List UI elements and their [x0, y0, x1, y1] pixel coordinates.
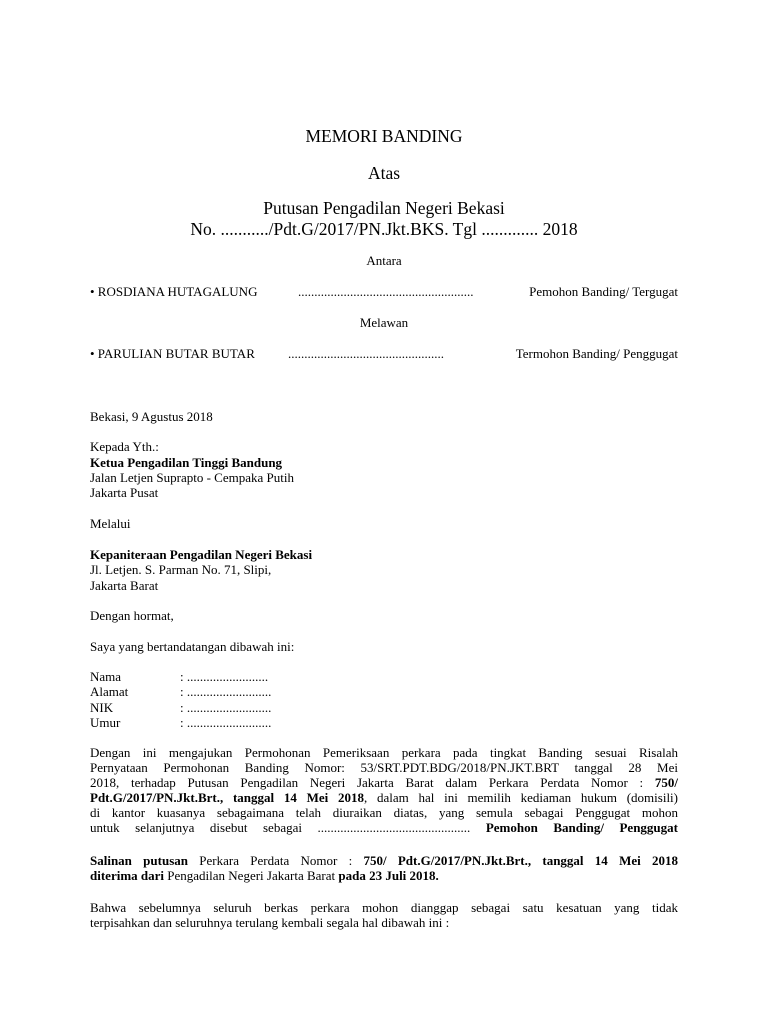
party-2-name: • PARULIAN BUTAR BUTAR: [90, 346, 255, 361]
kepada-label: Kepada Yth.:: [90, 439, 159, 454]
recipient-address-1: Jalan Letjen Suprapto - Cempaka Putih: [90, 470, 294, 485]
identity-label: Nama: [90, 669, 122, 684]
salutation: Dengan hormat,: [90, 608, 174, 623]
paragraph-line: terpisahkan dan seluruhnya terulang kembali segala hal dibawah ini :: [90, 915, 450, 930]
paragraph-line: [90, 820, 678, 835]
document-title: MEMORI BANDING: [305, 126, 463, 146]
putusan-line: Putusan Pengadilan Negeri Bekasi: [263, 198, 505, 218]
melalui-label: Melalui: [90, 516, 131, 531]
nomor-line: No. .........../Pdt.G/2017/PN.Jkt.BKS. Tgl ............. 2018: [190, 219, 578, 239]
paragraph-permohonan: [90, 745, 678, 835]
party-1-role: Pemohon Banding/ Tergugat: [529, 284, 678, 299]
paragraph-line: [90, 868, 678, 883]
atas-label: Atas: [367, 163, 401, 183]
identity-row-umur: [90, 715, 271, 730]
antara-label: Antara: [366, 253, 402, 268]
identity-label: Alamat: [90, 684, 129, 699]
party-2-dots: ................................................: [288, 346, 444, 361]
party-1-name: • ROSDIANA HUTAGALUNG: [90, 284, 258, 299]
via-address-2: Jakarta Barat: [90, 578, 159, 593]
paragraph-dots: ...............................................: [317, 820, 471, 835]
via-name: Kepaniteraan Pengadilan Negeri Bekasi: [90, 547, 313, 562]
paragraph-line: Pernyataan Permohonan Banding Nomor: 53/SRT.PDT.BDG/2018/PN.JKT.BRT tanggal 28 Mei: [90, 760, 678, 775]
paragraph-text: Pengadilan Negeri Jakarta Barat: [164, 868, 339, 883]
via-address-1: Jl. Letjen. S. Parman No. 71, Slipi,: [90, 562, 272, 577]
recipient-address-2: Jakarta Pusat: [90, 485, 159, 500]
recipient-name: Ketua Pengadilan Tinggi Bandung: [90, 455, 283, 470]
case-number-bold: 750/: [654, 775, 678, 790]
identity-value: : ..........................: [180, 700, 272, 715]
identity-label: NIK: [90, 700, 114, 715]
paragraph-text: 2018, terhadap Putusan Pengadilan Negeri Jakarta Barat dalam Perkara Perdata Nomor :: [90, 775, 655, 790]
identity-value: : ..........................: [180, 715, 272, 730]
paragraph-line: di kantor kuasanya sebagaimana telah diuraikan diatas, yang semula sebagai Penggugat mohon: [90, 805, 678, 820]
case-number-bold: Pdt.G/2017/PN.Jkt.Brt., tanggal 14 Mei 2018: [90, 790, 364, 805]
identity-row-nik: [90, 700, 271, 715]
identity-label: Umur: [90, 715, 121, 730]
date-bold: pada 23 Juli 2018.: [338, 868, 439, 883]
paragraph-text: , dalam hal ini memilih kediaman hukum (domisili): [364, 790, 678, 805]
paragraph-text: untuk selanjutnya disebut sebagai: [90, 820, 318, 835]
paragraph-line: [90, 790, 678, 805]
intro-line: Saya yang bertandatangan dibawah ini:: [90, 639, 295, 654]
case-number-bold: 750/ Pdt.G/2017/PN.Jkt.Brt., tanggal 14 Mei 2018: [363, 853, 678, 868]
party-1-dots: ......................................................: [298, 284, 474, 299]
identity-row-alamat: [90, 684, 271, 699]
paragraph-line: Bahwa sebelumnya seluruh berkas perkara mohon dianggap sebagai satu kesatuan yang tidak: [90, 900, 678, 915]
identity-row-nama: [90, 669, 268, 684]
paragraph-text: Perkara Perdata Nomor :: [188, 853, 364, 868]
paragraph-line: Dengan ini mengajukan Permohonan Pemeriksaan perkara pada tingkat Banding sesuai Risalah: [90, 745, 678, 760]
pemohon-role-bold: Pemohon Banding/ Penggugat: [470, 820, 678, 835]
paragraph-line: [90, 775, 678, 790]
diterima-bold: diterima dari: [90, 868, 165, 883]
party-2-role: Termohon Banding/ Penggugat: [515, 346, 678, 361]
identity-value: : .........................: [180, 669, 269, 684]
salinan-bold: Salinan putusan: [90, 853, 188, 868]
paragraph-bahwa: [90, 900, 678, 930]
melawan-label: Melawan: [359, 315, 409, 330]
paragraph-salinan: [90, 853, 678, 883]
paragraph-line: [90, 853, 678, 868]
letter-date: Bekasi, 9 Agustus 2018: [90, 409, 213, 424]
identity-value: : ..........................: [180, 684, 272, 699]
